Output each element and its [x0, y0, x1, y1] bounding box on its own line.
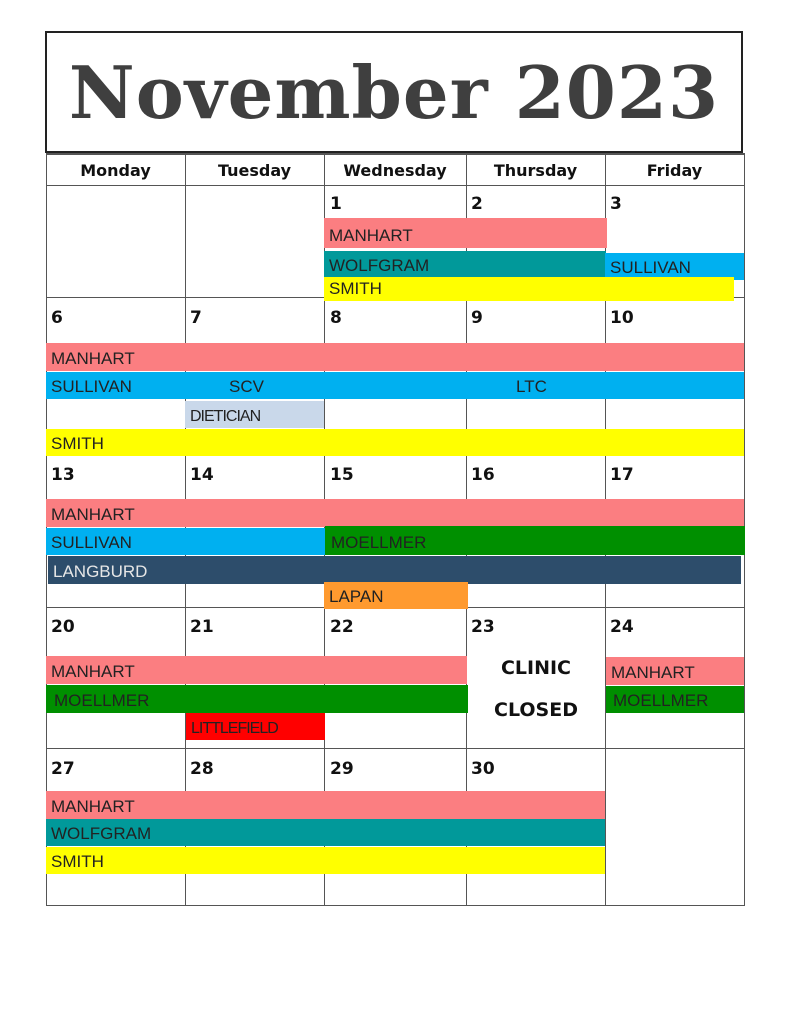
schedule-bar-moellmer[interactable]: MOELLMER	[325, 526, 745, 555]
bar-label: SULLIVAN	[51, 377, 132, 396]
clinic-closed-label: CLOSED	[494, 699, 578, 721]
grid-line	[46, 748, 744, 749]
day-number: 22	[330, 617, 354, 637]
weekday-monday: Monday	[80, 160, 151, 180]
day-number: 21	[190, 617, 214, 637]
schedule-bar-lapan[interactable]: LAPAN	[324, 582, 468, 609]
day-number: 2	[471, 194, 483, 214]
day-number: 7	[190, 308, 202, 328]
day-number: 24	[610, 617, 634, 637]
weekday-wednesday: Wednesday	[343, 160, 447, 180]
bar-sublabel-ltc: LTC	[516, 377, 547, 396]
schedule-bar-smith[interactable]: SMITH	[46, 847, 605, 874]
schedule-bar-sullivan[interactable]: SULLIVAN	[46, 528, 325, 555]
day-number: 29	[330, 759, 354, 779]
schedule-bar-manhart[interactable]: MANHART	[324, 218, 607, 248]
schedule-bar-wolfgram[interactable]: WOLFGRAM	[46, 819, 605, 846]
schedule-bar-moellmer[interactable]: MOELLMER	[606, 686, 744, 713]
day-number: 1	[330, 194, 342, 214]
day-number: 15	[330, 465, 354, 485]
schedule-bar-wolfgram[interactable]: WOLFGRAM	[324, 251, 606, 278]
schedule-bar-manhart[interactable]: MANHART	[46, 499, 744, 527]
clinic-closed-label: CLINIC	[500, 657, 572, 679]
day-number: 20	[51, 617, 75, 637]
day-number: 13	[51, 465, 75, 485]
month-title: November 2023	[68, 49, 720, 135]
day-number: 17	[610, 465, 634, 485]
schedule-bar-smith[interactable]: SMITH	[46, 429, 744, 456]
weekday-friday: Friday	[646, 160, 703, 180]
day-number: 10	[610, 308, 634, 328]
day-number: 27	[51, 759, 75, 779]
day-number: 23	[471, 617, 495, 637]
title-box	[45, 31, 743, 153]
day-number: 28	[190, 759, 214, 779]
schedule-bar-langburd[interactable]: LANGBURD	[48, 556, 741, 584]
day-number: 8	[330, 308, 342, 328]
day-number: 9	[471, 308, 483, 328]
schedule-bar-moellmer[interactable]: MOELLMER	[46, 685, 468, 713]
day-number: 14	[190, 465, 214, 485]
schedule-bar-manhart[interactable]: MANHART	[46, 791, 605, 819]
schedule-bar-littlefield[interactable]: LITTLEFIELD	[186, 713, 325, 740]
grid-line	[46, 185, 744, 186]
bar-sublabel-scv: SCV	[229, 377, 264, 396]
day-number: 6	[51, 308, 63, 328]
day-number: 16	[471, 465, 495, 485]
day-number: 3	[610, 194, 622, 214]
grid-line	[46, 905, 744, 906]
schedule-bar-smith[interactable]: SMITH	[324, 277, 734, 301]
weekday-tuesday: Tuesday	[217, 160, 292, 180]
schedule-bar-manhart[interactable]: MANHART	[46, 656, 467, 684]
schedule-bar-sullivan[interactable]: SULLIVAN	[605, 253, 744, 280]
schedule-bar-sullivan[interactable]	[46, 372, 744, 399]
schedule-bar-dietician[interactable]: DIETICIAN	[185, 401, 324, 428]
weekday-thursday: Thursday	[493, 160, 578, 180]
day-number: 30	[471, 759, 495, 779]
schedule-bar-manhart[interactable]: MANHART	[606, 657, 744, 685]
schedule-bar-manhart[interactable]: MANHART	[46, 343, 744, 371]
